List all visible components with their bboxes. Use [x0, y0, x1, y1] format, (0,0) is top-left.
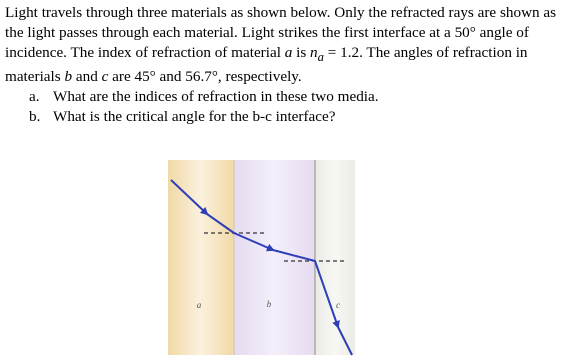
question-b: [5, 107, 560, 127]
material-c-slab: [315, 160, 355, 355]
intro-text-1: Light travels through three materials as shown below. Only the refracted rays are shown as the light passes through each material. Light strikes the first interface at a 50° angle of incidence. The index of refraction of material: [5, 4, 557, 61]
material-a-label: a: [196, 300, 202, 310]
index-symbol: n: [310, 44, 318, 61]
question-a-text: What are the indices of refraction in these two media.: [53, 88, 379, 106]
material-b-ref: b: [64, 68, 73, 86]
material-c-label: c: [336, 300, 340, 310]
question-list: [5, 87, 560, 127]
material-a-slab: [168, 160, 234, 355]
question-a: [5, 87, 560, 107]
problem-statement: [5, 3, 560, 127]
intro-text-3: = 1.2. The angles of refraction in materials: [5, 44, 528, 86]
question-b-marker: b.: [29, 108, 41, 126]
index-subscript: a: [317, 50, 324, 65]
question-a-marker: a.: [29, 88, 40, 106]
intro-text-2: is: [292, 44, 311, 61]
refraction-diagram: [166, 160, 356, 360]
intro-text-5: are 45° and 56.7°, respectively.: [108, 68, 302, 86]
material-a-ref: a: [284, 44, 293, 61]
intro-text-4: and: [72, 68, 102, 86]
material-b-label: b: [266, 299, 272, 309]
problem-intro: [5, 3, 560, 87]
refraction-diagram-svg: [166, 160, 356, 360]
material-c-ref: c: [101, 68, 109, 86]
question-b-text: What is the critical angle for the b-c interface?: [53, 108, 336, 126]
